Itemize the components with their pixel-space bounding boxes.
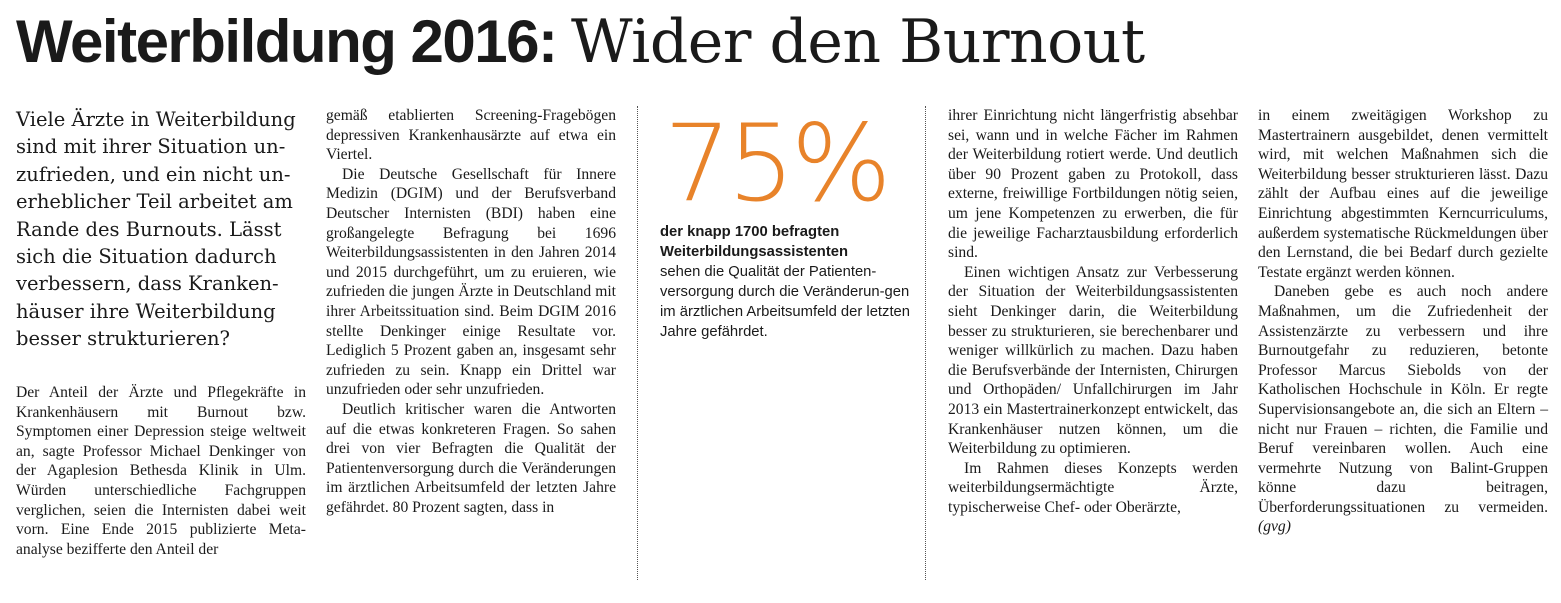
stat-box (660, 102, 911, 342)
stat-label-bold-2: Weiterbildungsassistenten (660, 244, 849, 260)
headline-bold: Weiterbildung 2016: (16, 8, 557, 75)
column-5 (1258, 106, 1548, 537)
column-divider (637, 106, 638, 580)
paragraph: ihrer Einrichtung nicht längerfristig absehbar sei, wann und in welche Fächer im Rahmen der Weiterbildung rotiert werde. Und deutlich über 90 Prozent gaben zu Protokoll, dass externe, freiwillige Fortbildungen nötig seien, um jene Kompetenzen zu erwerben, die für die jeweilige Facharztausbildung erforderlich sind. (948, 107, 1238, 262)
paragraph-text: Daneben gebe es auch noch andere Maßnahmen, um die Zufriedenheit der Assistenzärzte zu verbessern und ihre Burnoutgefahr zu reduzieren, betonte Professor Marcus Siebolds von der Katholischen Hochschule in Köln. Er regte Supervisionsangebote an, die sich an Eltern – nicht nur Frauen – richten, die Familie und Beruf vereinbaren wollen. Auch eine vermehrte Nutzung von Balint-Gruppen könne dazu beitragen, Überforderungssituationen zu vermeiden. (1258, 283, 1548, 516)
paragraph: Im Rahmen dieses Konzepts werden weiterbildungsermächtigte Ärzte, typischerweise Chef- oder Oberärzte, (948, 459, 1238, 516)
paragraph (1258, 282, 1548, 537)
headline (16, 6, 1145, 78)
paragraph: Einen wichtigen Ansatz zur Verbesserung der Situation der Weiterbildungsassistenten sieht Denkinger darin, die Weiterbildung besser zu strukturieren, sie berechenbarer und weniger willkürlich zu machen. Dazu haben die Berufsverbände der Internisten, Chirurgen und Orthopäden/ Unfallchirurgen im Jahr 2013 ein Mastertrainerkonzept entwickelt, das Krankenhäuser nutzen können, um die Weiterbildung zu optimieren. (948, 263, 1238, 458)
paragraph: in einem zweitägigen Workshop zu Mastertrainern ausgebildet, denen vermittelt wird, mit welchen Maßnahmen sich die Weiterbildung besser strukturieren lässt. Dazu zählt der Aufbau eines auf die jeweilige Einrichtung abgestimmten Kerncurriculums, außerdem systematische Rückmeldungen über den Lernstand, die bei Bedarf durch gezielte Testate ergänzt werden können. (1258, 107, 1548, 281)
column-1 (16, 383, 306, 559)
stat-label (660, 222, 910, 342)
column-divider (925, 106, 926, 580)
lead-paragraph: Viele Ärzte in Weiterbildung sind mit ihrer Situation un-zufrieden, und ein nicht un-erheblicher Teil arbeitet am Rande des Burnouts. Lässt sich die Situation dadurch verbessern, dass Kranken-häuser ihre Weiterbildung besser strukturieren? (16, 108, 296, 351)
paragraph: Deutlich kritischer waren die Antworten auf die etwas konkreteren Fragen. So sahen drei von vier Befragten die Qualität der Patientenversorgung durch die Veränderungen im ärztlichen Arbeitsumfeld der letzten Jahre gefährdet. 80 Prozent sagten, dass in (326, 400, 616, 516)
headline-light: Wider den Burnout (571, 7, 1145, 77)
stat-label-bold-1: der knapp 1700 befragten (660, 224, 840, 240)
stat-value: 75% (664, 102, 888, 225)
paragraph: Die Deutsche Gesellschaft für Innere Medizin (DGIM) und der Berufsverband Deutscher Internisten (BDI) haben eine großangelegte Befragung bei 1696 Weiterbildungsassistenten in den Jahren 2014 und 2015 durchgeführt, um zu eruieren, wie zufrieden die jungen Ärzte in Deutschland mit ihrer Arbeitssituation sind. Beim DGIM 2016 stellte Denkinger einige Resultate vor. Lediglich 5 Prozent gaben an, insgesamt sehr zufrieden zu sein. Knapp ein Drittel war unzufrieden oder sehr unzufrieden. (326, 165, 616, 399)
paragraph: gemäß etablierten Screening-Fragebögen depressiven Krankenhausärzte auf etwa ein Viertel. (326, 107, 616, 164)
paragraph: Der Anteil der Ärzte und Pflegekräfte in Krankenhäusern mit Burnout bzw. Symptomen einer Depression steige weltweit an, sagte Professor Michael Denkinger von der Agaplesion Bethesda Klinik in Ulm. Würden unterschiedliche Fachgruppen verglichen, seien die Internisten dabei weit vorn. Eine Ende 2015 publizierte Meta-analyse bezifferte den Anteil der (16, 384, 306, 558)
column-2 (326, 106, 616, 517)
column-4 (948, 106, 1238, 517)
author-signature: (gvg) (1258, 518, 1291, 536)
stat-label-rest: sehen die Qualität der Patienten-versorgung durch die Veränderun-gen im ärztlichen Arbeitsumfeld der letzten Jahre gefährdet. (660, 264, 911, 340)
